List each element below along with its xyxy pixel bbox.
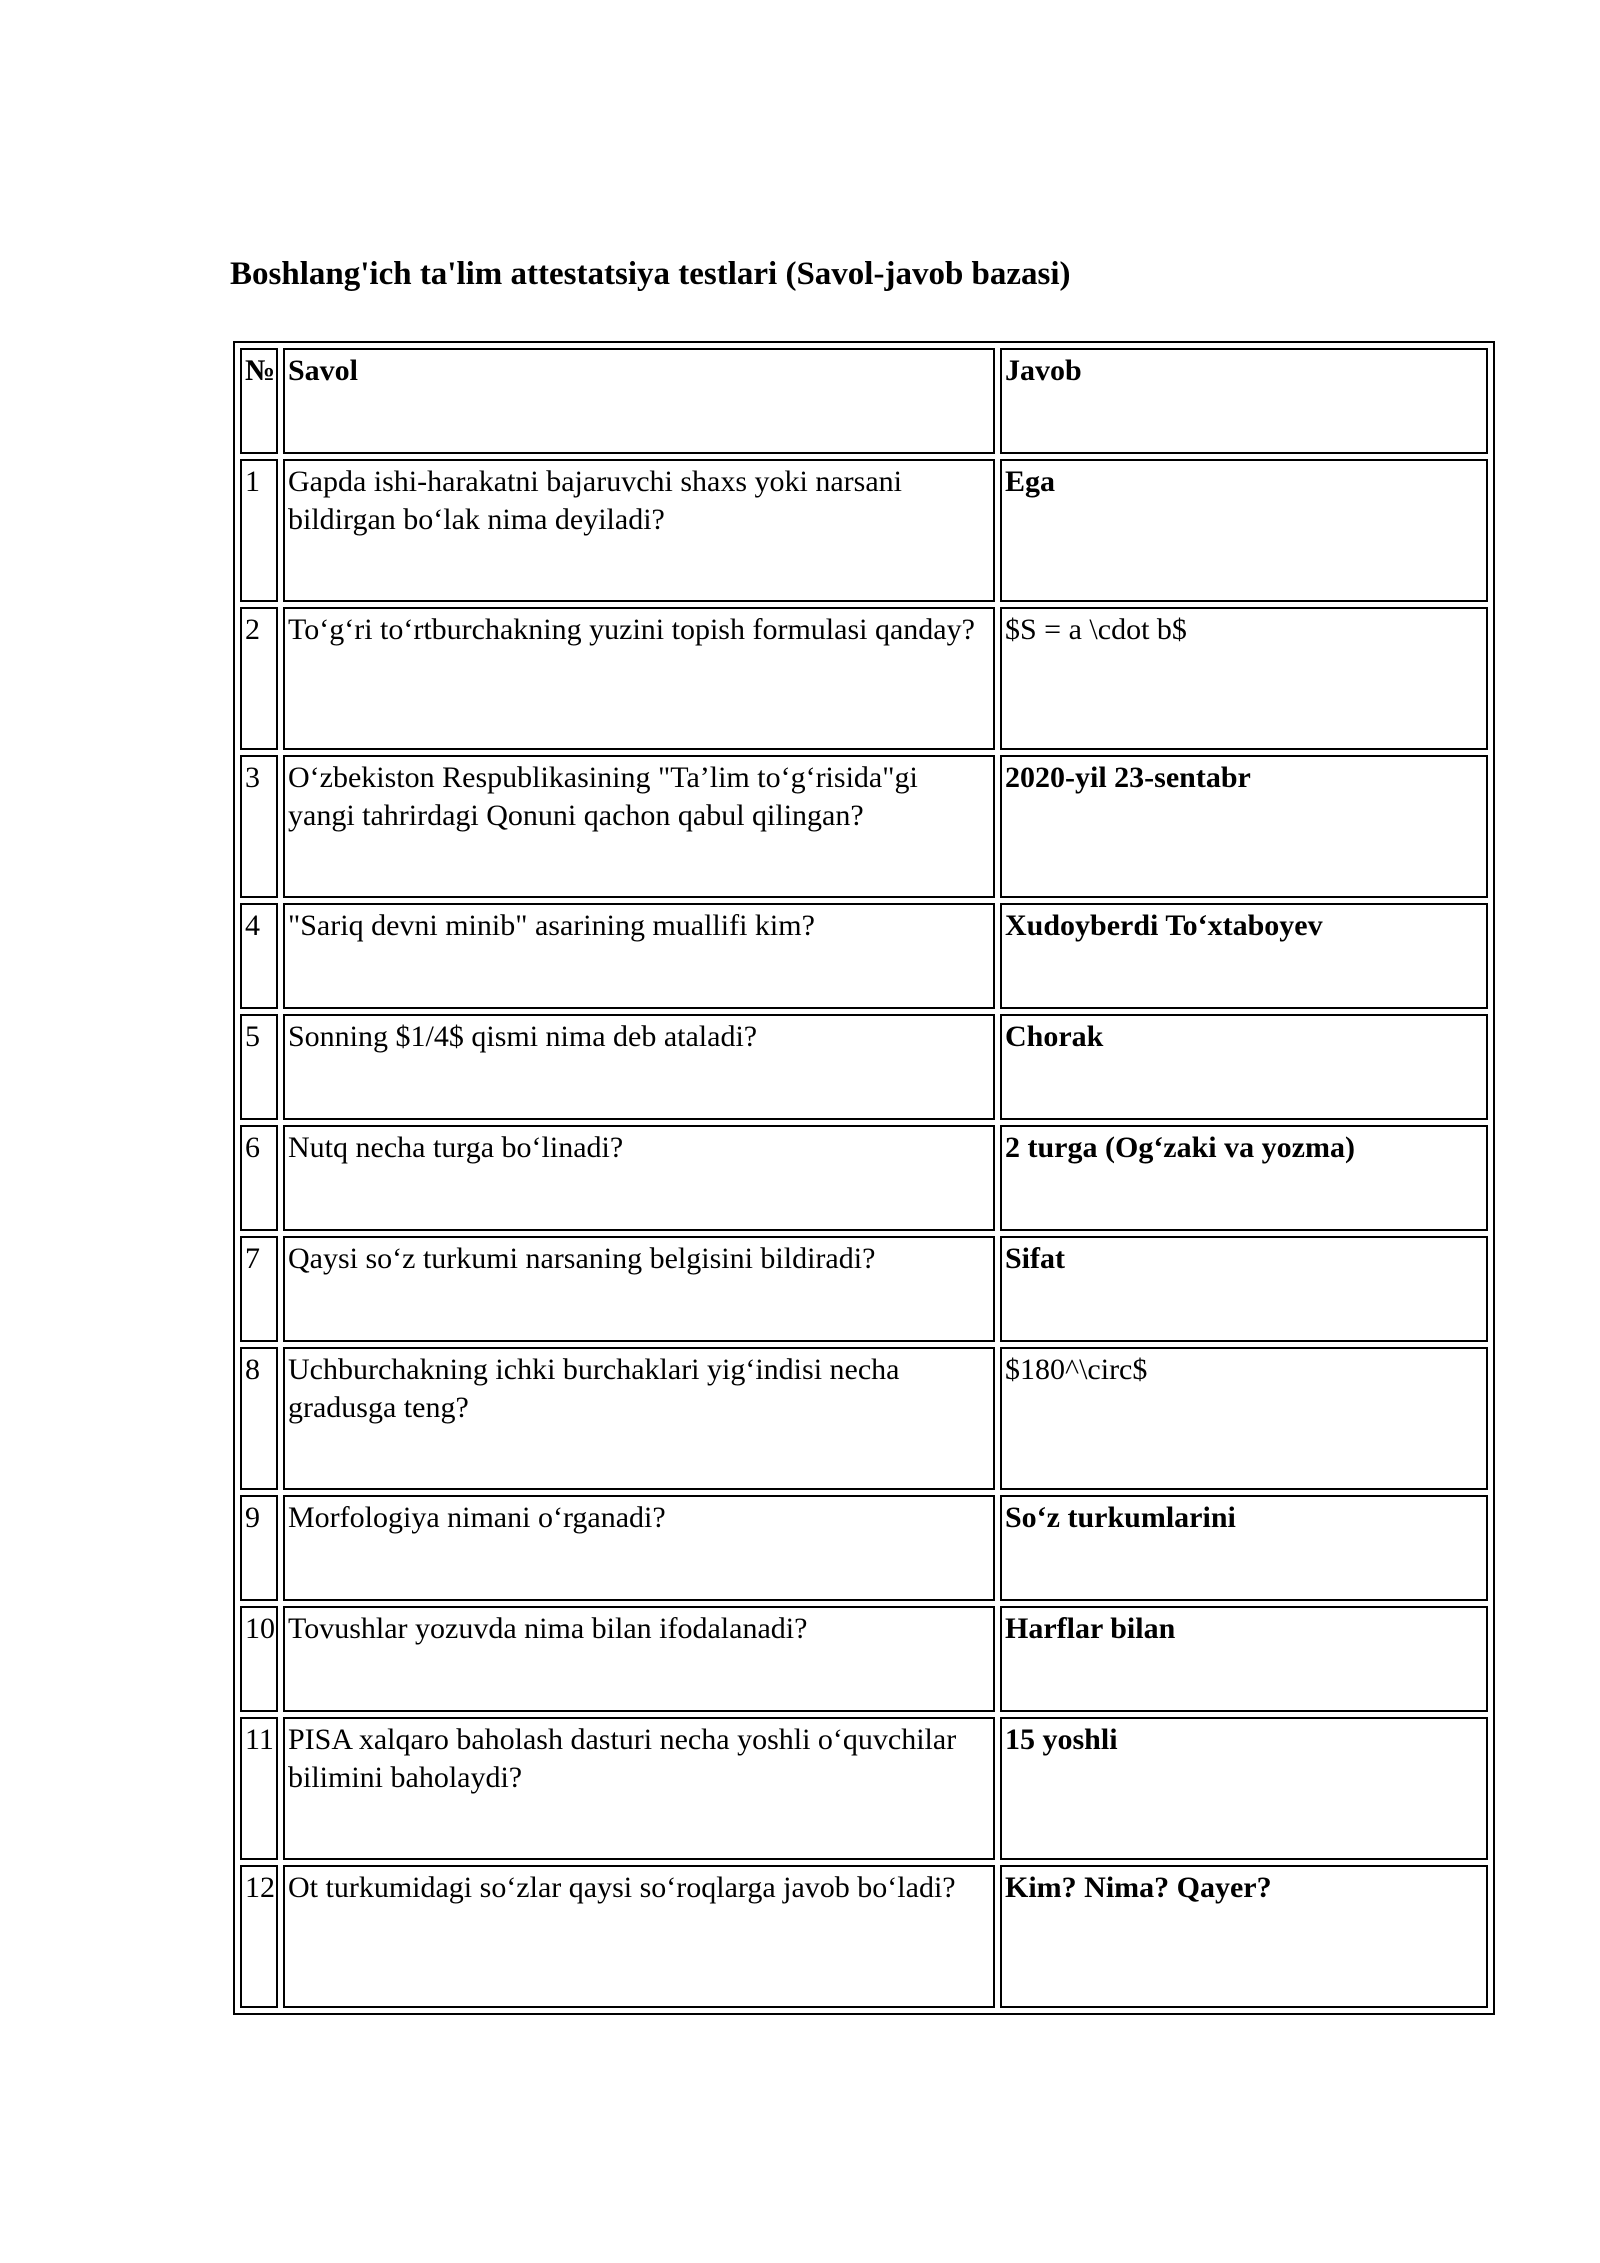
- row-answer: 2020-yil 23-sentabr: [1000, 755, 1488, 898]
- header-answer: Javob: [1000, 348, 1488, 454]
- table-row: [240, 1347, 1488, 1490]
- row-question: To‘g‘ri to‘rtburchakning yuzini topish formulasi qanday?: [283, 607, 995, 750]
- row-number: 7: [240, 1236, 278, 1342]
- table-row: [240, 459, 1488, 602]
- table-row: [240, 607, 1488, 750]
- row-question: Tovushlar yozuvda nima bilan ifodalanadi?: [283, 1606, 995, 1712]
- row-answer: Kim? Nima? Qayer?: [1000, 1865, 1488, 2008]
- row-answer: So‘z turkumlarini: [1000, 1495, 1488, 1601]
- row-answer: Harflar bilan: [1000, 1606, 1488, 1712]
- row-number: 12: [240, 1865, 278, 2008]
- row-answer: Xudoyberdi To‘xtaboyev: [1000, 903, 1488, 1009]
- header-number: №: [240, 348, 278, 454]
- row-question: Uchburchakning ichki burchaklari yig‘indisi necha gradusga teng?: [283, 1347, 995, 1490]
- row-question: Morfologiya nimani o‘rganadi?: [283, 1495, 995, 1601]
- row-answer: Ega: [1000, 459, 1488, 602]
- row-number: 6: [240, 1125, 278, 1231]
- table-row: [240, 755, 1488, 898]
- row-question: Ot turkumidagi so‘zlar qaysi so‘roqlarga javob bo‘ladi?: [283, 1865, 995, 2008]
- row-answer: $180^\circ$: [1000, 1347, 1488, 1490]
- row-answer: Chorak: [1000, 1014, 1488, 1120]
- row-number: 1: [240, 459, 278, 602]
- table-header-row: [240, 348, 1488, 454]
- row-number: 2: [240, 607, 278, 750]
- row-number: 4: [240, 903, 278, 1009]
- table-row: [240, 1717, 1488, 1860]
- row-number: 3: [240, 755, 278, 898]
- qa-table: [233, 341, 1495, 2015]
- row-question: Gapda ishi-harakatni bajaruvchi shaxs yoki narsani bildirgan bo‘lak nima deyiladi?: [283, 459, 995, 602]
- row-answer: 15 yoshli: [1000, 1717, 1488, 1860]
- row-answer: 2 turga (Og‘zaki va yozma): [1000, 1125, 1488, 1231]
- document-title: Boshlang'ich ta'lim attestatsiya testlari (Savol-javob bazasi): [230, 256, 1071, 292]
- header-question: Savol: [283, 348, 995, 454]
- row-answer: Sifat: [1000, 1236, 1488, 1342]
- row-question: PISA xalqaro baholash dasturi necha yoshli o‘quvchilar bilimini baholaydi?: [283, 1717, 995, 1860]
- row-question: O‘zbekiston Respublikasining "Ta’lim to‘g‘risida"gi yangi tahrirdagi Qonuni qachon qabul qilingan?: [283, 755, 995, 898]
- row-question: Sonning $1/4$ qismi nima deb ataladi?: [283, 1014, 995, 1120]
- table-row: [240, 1236, 1488, 1342]
- table-row: [240, 1495, 1488, 1601]
- row-question: Qaysi so‘z turkumi narsaning belgisini bildiradi?: [283, 1236, 995, 1342]
- row-number: 11: [240, 1717, 278, 1860]
- table-row: [240, 1125, 1488, 1231]
- table-row: [240, 1606, 1488, 1712]
- table-row: [240, 1865, 1488, 2008]
- table-row: [240, 1014, 1488, 1120]
- row-question: Nutq necha turga bo‘linadi?: [283, 1125, 995, 1231]
- row-number: 5: [240, 1014, 278, 1120]
- row-number: 10: [240, 1606, 278, 1712]
- row-number: 8: [240, 1347, 278, 1490]
- row-question: "Sariq devni minib" asarining muallifi kim?: [283, 903, 995, 1009]
- row-answer: $S = a \cdot b$: [1000, 607, 1488, 750]
- row-number: 9: [240, 1495, 278, 1601]
- table-row: [240, 903, 1488, 1009]
